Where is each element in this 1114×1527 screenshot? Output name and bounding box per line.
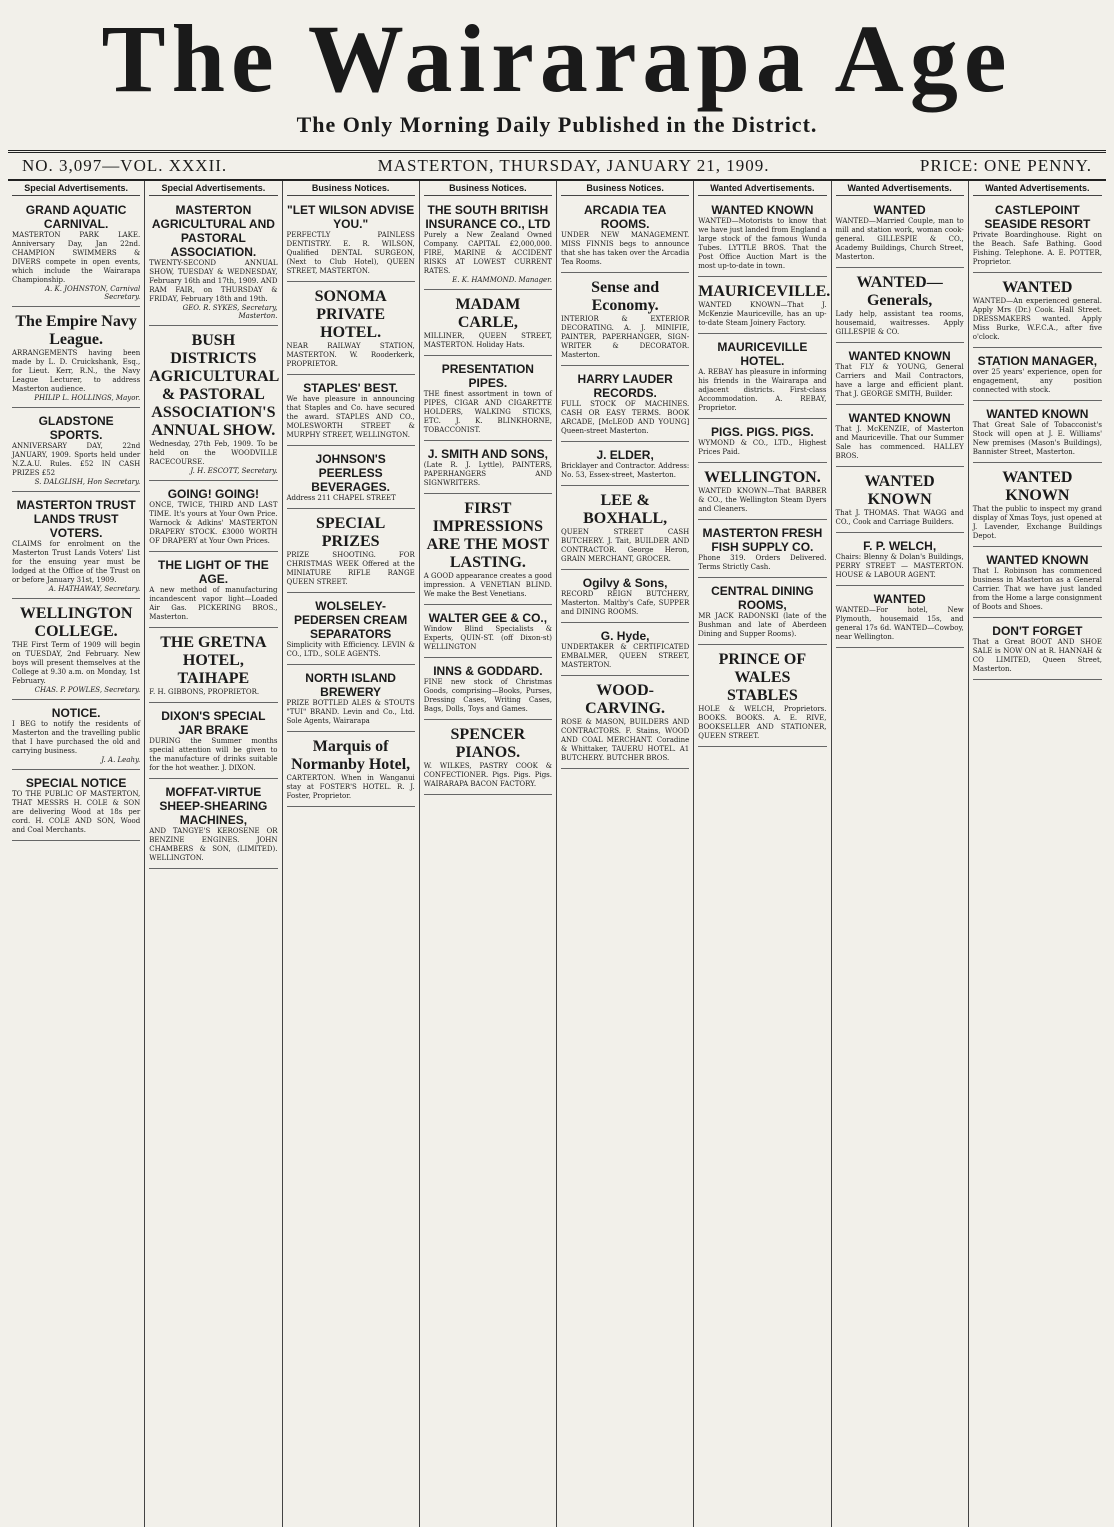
ad-signature: J. H. ESCOTT, Secretary. — [190, 467, 278, 475]
advertisement — [287, 200, 415, 282]
ad-heading: GOING! GOING! — [167, 487, 260, 501]
ad-body: WANTED—For hotel, New Plymouth, housemaid 15s, and general 17s 6d. WANTED—Cowboy, near Wellington. — [835, 606, 964, 641]
ad-heading: PRINCE OF WALES STABLES — [718, 651, 807, 704]
column-3 — [283, 181, 420, 1527]
ad-body: (Late R. J. Lyttle), PAINTERS, PAPERHANGERS AND SIGNWRITERS. — [423, 461, 552, 487]
column-1 — [8, 181, 145, 1527]
advertisement — [836, 536, 964, 586]
ad-body: QUEEN STREET CASH BUTCHERY. J. Tait, BUILDER AND CONTRACTOR. George Heron, GRAIN MERCHANT, GROCER. — [561, 528, 690, 563]
ad-heading: WANTED — [1002, 279, 1073, 296]
ad-signature: PHILIP L. HOLLINGS, Mayor. — [34, 394, 141, 402]
advertisement — [149, 555, 277, 628]
column-heading: Business Notices. — [424, 183, 552, 196]
ad-heading: LEE & BOXHALL, — [583, 492, 668, 527]
advertisement — [12, 495, 140, 599]
advertisement — [287, 596, 415, 665]
advertisement — [287, 378, 415, 446]
advertisement — [698, 337, 826, 419]
ad-heading: INNS & GODDARD. — [433, 664, 543, 678]
place-date: MASTERTON, THURSDAY, JANUARY 21, 1909. — [377, 156, 770, 175]
advertisement — [561, 489, 689, 570]
advertisement — [973, 351, 1102, 401]
ad-heading: WALTER GEE & CO., — [428, 611, 548, 625]
column-heading: Business Notices. — [287, 183, 415, 196]
ad-heading: DON'T FORGET — [992, 624, 1083, 638]
advertisement — [561, 626, 689, 676]
column-2 — [145, 181, 282, 1527]
advertisement — [12, 773, 140, 841]
ad-body: TWENTY-SECOND ANNUAL SHOW, TUESDAY & WEDNESDAY, February 16th and 17th, 1909. AND RAM FAIR, on THURSDAY & FRIDAY, February 18th and 19th. — [149, 259, 278, 303]
advertisement — [287, 285, 415, 375]
ad-body: WANTED—An experienced general. Apply Mrs (Dr.) Cook. Hall Street. DRESSMAKERS wanted. Apply Miss Burke, W.F.C.A., after five o'clock. — [972, 297, 1102, 341]
ad-heading: F. P. WELCH, — [863, 539, 937, 553]
issue-number: NO. 3,097—VOL. XXXII. — [22, 156, 228, 175]
advertisement — [698, 422, 826, 463]
ad-signature: CHAS. P. POWLES, Secretary. — [34, 686, 141, 694]
ad-body: FINE new stock of Christmas Goods, comprising—Books, Purses, Dressing Cases, Writing Cases, Bags, Dolls, Toys and Games. — [423, 678, 552, 713]
ad-heading: ARCADIA TEA ROOMS. — [584, 203, 667, 231]
column-heading: Special Advertisements. — [149, 183, 277, 196]
ad-signature: GEO. R. SYKES, Secretary, Masterton. — [182, 304, 278, 320]
ad-heading: MASTERTON TRUST LANDS TRUST VOTERS. — [16, 498, 136, 540]
newspaper-subtitle: The Only Morning Daily Published in the District. — [296, 112, 818, 137]
ad-heading: CASTLEPOINT SEASIDE RESORT — [984, 203, 1091, 231]
advertisement — [149, 706, 277, 779]
advertisement — [836, 346, 964, 405]
ad-heading: NORTH ISLAND BREWERY — [305, 671, 396, 699]
ad-heading: PRESENTATION PIPES. — [441, 362, 534, 390]
advertisement — [287, 735, 415, 807]
ad-heading: WANTED — [873, 203, 926, 217]
column-heading: Business Notices. — [561, 183, 689, 196]
ad-body: THE finest assortment in town of PIPES, CIGAR AND CIGARETTE HOLDERS, WALKING STICKS, ETC. J. K. BLINKHORNE, TOBACCONIST. — [423, 390, 552, 434]
ad-body: THE First Term of 1909 will begin on TUESDAY, 2nd February. New boys will present themselves at the College at 9.30 a.m. on Monday, 1st February. — [12, 641, 141, 685]
ad-heading: MASTERTON AGRICULTURAL AND PASTORAL ASSOCIATION. — [151, 203, 275, 259]
advertisement — [424, 444, 552, 494]
advertisement — [973, 276, 1102, 348]
ad-body: DURING the Summer months special attention will be given to the manufacture of drinks suitable for the hot weather. J. DIXON. — [149, 737, 278, 772]
advertisement — [973, 200, 1102, 273]
advertisement — [287, 512, 415, 593]
ad-body: PERFECTLY PAINLESS DENTISTRY. E. R. WILSON, Qualified DENTAL SURGEON, (Next to Club Hotel), QUEEN STREET, MASTERTON. — [286, 231, 415, 275]
advertisement — [698, 280, 831, 334]
ad-heading: MAURICEVILLE. — [698, 283, 831, 300]
advertisement — [561, 276, 689, 366]
ad-heading: G. Hyde, — [600, 629, 650, 643]
ad-heading: GRAND AQUATIC CARNIVAL. — [25, 203, 127, 231]
column-heading: Wanted Advertisements. — [973, 183, 1102, 196]
ad-heading: STAPLES' BEST. — [303, 381, 398, 395]
ad-heading: Ogilvy & Sons, — [582, 576, 668, 590]
ad-heading: PIGS. PIGS. PIGS. — [711, 425, 814, 439]
advertisement — [424, 723, 552, 795]
ad-heading: THE LIGHT OF THE AGE. — [158, 558, 269, 586]
column-heading: Special Advertisements. — [12, 183, 140, 196]
ad-body: MILLINER, QUEEN STREET, MASTERTON. Holiday Hats. — [423, 332, 552, 349]
ad-heading: WANTED KNOWN — [986, 407, 1089, 421]
advertisement — [424, 359, 552, 441]
ad-heading: WELLINGTON COLLEGE. — [19, 605, 133, 640]
ad-body: NEAR RAILWAY STATION, MASTERTON. W. Rooderkerk, PROPRIETOR. — [286, 342, 415, 368]
ad-heading: NOTICE. — [51, 706, 101, 720]
ad-signature: A. K. JOHNSTON, Carnival Secretary. — [44, 285, 141, 301]
ad-heading: WOOD-CARVING. — [585, 682, 666, 717]
ad-heading: CENTRAL DINING ROOMS, — [711, 584, 814, 612]
ad-body: MASTERTON PARK LAKE. Anniversary Day, Jan 22nd. CHAMPION SWIMMERS & DIVERS compete in open events, which include the Wairarapa Championship. — [12, 231, 141, 284]
dateline — [8, 153, 1106, 181]
advertisement — [561, 679, 689, 769]
ad-body: UNDERTAKER & CERTIFICATED EMBALMER, QUEEN STREET, MASTERTON. — [561, 643, 690, 669]
ad-body: AND TANGYE'S KEROSENE OR BENZINE ENGINES. JOHN CHAMBERS & SON, (LIMITED). WELLINGTON. — [149, 827, 278, 862]
ad-body: RECORD REIGN BUTCHERY, Masterton. Maltby's Cafe, SUPPER and DINING ROOMS. — [561, 590, 690, 616]
ad-heading: THE SOUTH BRITISH INSURANCE CO., LTD — [425, 203, 551, 231]
advertisement — [561, 200, 689, 273]
ad-body: PRIZE BOTTLED ALES & STOUTS "TUI" BRAND. Levin and Co., Ltd. Sole Agents, Wairarapa — [286, 699, 415, 725]
newspaper-title: The Wairarapa Age — [101, 5, 1013, 112]
column-6 — [694, 181, 831, 1527]
ad-heading: The Empire Navy League. — [15, 313, 137, 348]
advertisement — [698, 466, 826, 520]
advertisement — [424, 200, 552, 290]
ad-signature: J. A. Leahy. — [101, 756, 141, 764]
ad-body: That J. THOMAS. That WAGG and CO., Cook and Carriage Builders. — [835, 509, 964, 526]
ad-heading: Sense and Economy. — [591, 279, 660, 314]
advertisement — [12, 200, 140, 307]
ad-body: Lady help, assistant tea rooms, housemaid, waitresses. Apply GILLESPIE & CO. — [835, 310, 964, 336]
ad-heading: WANTED KNOWN — [848, 349, 951, 363]
price: PRICE: ONE PENNY. — [919, 156, 1092, 175]
ad-heading: Marquis of Normanby Hotel, — [291, 738, 411, 773]
ad-heading: "LET WILSON ADVISE YOU." — [287, 203, 415, 231]
advertisement — [424, 497, 552, 605]
ad-body: F. H. GIBBONS, PROPRIETOR. — [149, 688, 260, 696]
ad-body: WANTED KNOWN—That J. McKenzie Mauriceville, has an up-to-date Steam Joinery Factory. — [698, 301, 827, 327]
ad-heading: STATION MANAGER, — [977, 354, 1098, 368]
ad-body: We have pleasure in announcing that Staples and Co. have secured the award. STAPLES AND CO., MOLESWORTH STREET & MURPHY STREET, WELLINGTON. — [286, 395, 415, 439]
advertisement — [12, 310, 140, 408]
advertisement — [149, 329, 280, 481]
ad-body: HOLE & WELCH, Proprietors. BOOKS. BOOKS. A. E. RIVE, BOOKSELLER AND STATIONER, QUEEN STREET. — [698, 705, 827, 740]
advertisement — [698, 581, 826, 645]
ad-heading: BUSH DISTRICTS AGRICULTURAL & PASTORAL ASSOCIATION'S ANNUAL SHOW. — [149, 332, 280, 439]
ad-body: That the public to inspect my grand display of Xmas Toys, just opened at J. Lavender, Exchange Buildings Depot. — [972, 505, 1102, 540]
ad-body: A. REBAY has pleasure in informing his friends in the Wairarapa and adjacent districts. First-class Accommodation. A. REBAY, Proprietor. — [698, 368, 827, 412]
ad-heading: DIXON'S SPECIAL JAR BRAKE — [161, 709, 266, 737]
ad-heading: WANTED KNOWN — [848, 411, 951, 425]
advertisement — [424, 661, 552, 720]
ad-heading: SPENCER PIANOS. — [450, 726, 526, 761]
ad-heading: SPECIAL NOTICE — [25, 776, 127, 790]
advertisement — [149, 200, 277, 326]
advertisement — [149, 782, 277, 869]
advertisement — [698, 200, 826, 277]
ad-heading: WANTED KNOWN — [864, 473, 935, 508]
ad-body: That Great Sale of Tobacconist's Stock will open at J. E. Williams' New premises (Mason's Buildings), Bannister Street, Masterton. — [972, 421, 1102, 456]
ad-heading: WELLINGTON. — [704, 469, 821, 486]
ad-heading: JOHNSON'S PEERLESS BEVERAGES. — [311, 452, 390, 494]
column-heading: Wanted Advertisements. — [698, 183, 826, 196]
ad-body: Private Boardinghouse. Right on the Beach. Safe Bathing. Good Fishing. Telephone. A. E. POTTER, Proprietor. — [972, 231, 1102, 266]
advertisement — [836, 470, 964, 533]
advertisement — [12, 602, 140, 700]
ad-body: I BEG to notify the residents of Masterton and the travelling public that I have purchased the old and carrying business. — [12, 720, 141, 755]
ad-heading: SONOMA PRIVATE HOTEL. — [314, 288, 387, 341]
ad-heading: WANTED KNOWN — [711, 203, 814, 217]
ad-body: ONCE, TWICE, THIRD AND LAST TIME. It's yours at Your Own Price. Warnock & Adkins' MASTERTON DRAPERY STOCK. £3000 WORTH OF DRAPERY at Your Own Prices. — [149, 501, 278, 545]
ad-body: WYMOND & CO., LTD., Highest Prices Paid. — [698, 439, 827, 456]
ad-body: WANTED KNOWN—That BARBER & CO., the Wellington Steam Dyers and Cleaners. — [698, 487, 827, 513]
ad-heading: WANTED—Generals, — [856, 274, 943, 309]
advertisement — [973, 621, 1102, 680]
ad-body: over 25 years' experience, open for engagement, any position connected with stock. — [972, 368, 1102, 394]
ad-body: MR JACK RADONSKI (late of the Bushman and late of Aberdeen Dining and Supper Rooms). — [698, 612, 827, 638]
ad-body: That J. McKENZIE, of Masterton and Mauriceville. That our Summer Sale has commenced. HALLEY BROS. — [835, 425, 964, 460]
ad-heading: WANTED KNOWN — [1002, 469, 1073, 504]
ad-heading: FIRST IMPRESSIONS ARE THE MOST LASTING. — [426, 500, 550, 571]
advertisement — [287, 668, 415, 732]
advertisement — [561, 445, 689, 486]
ad-body: Chairs: Blenny & Dolan's Buildings, PERRY STREET — MASTERTON. HOUSE & LABOUR AGENT. — [835, 553, 964, 579]
advertisement — [149, 484, 277, 552]
ad-heading: THE GRETNA HOTEL, TAIHAPE — [160, 634, 267, 687]
column-8 — [969, 181, 1106, 1527]
ad-body: W. WILKES, PASTRY COOK & CONFECTIONER. Pigs. Pigs. Pigs. WAIRARAPA BACON FACTORY. — [423, 762, 552, 788]
column-4 — [420, 181, 557, 1527]
ad-body: ARRANGEMENTS having been made by L. D. Cruickshank, Esq., for Lieut. Kerr, R.N., the Navy League Lecturer, to address Masterton audience. — [12, 349, 141, 393]
ad-heading: HARRY LAUDER RECORDS. — [577, 372, 673, 400]
columns — [8, 181, 1106, 1527]
ad-signature: S. DALGLISH, Hon Secretary. — [34, 478, 141, 486]
advertisement — [836, 271, 964, 343]
ad-heading: MOFFAT-VIRTUE SHEEP-SHEARING MACHINES, — [159, 785, 268, 827]
ad-body: That a Great BOOT AND SHOE SALE is NOW ON at R. HANNAH & CO LIMITED, Queen Street, Masterton. — [972, 638, 1102, 673]
ad-heading: MAURICEVILLE HOTEL. — [717, 340, 808, 368]
ad-signature: A. HATHAWAY, Secretary. — [48, 585, 141, 593]
ad-body: Phone 319. Orders Delivered. Terms Strictly Cash. — [698, 554, 827, 571]
advertisement — [698, 523, 826, 578]
ad-signature: E. K. HAMMOND. Manager. — [452, 276, 552, 284]
ad-body: Simplicity with Efficiency. LEVIN & CO., LTD., SOLE AGENTS. — [286, 641, 415, 658]
ad-body: INTERIOR & EXTERIOR DECORATING. A. J. MINIFIE, PAINTER, PAPERHANGER, SIGN-WRITER & DECORATOR. Masterton. — [561, 315, 690, 359]
advertisement — [287, 449, 415, 509]
ad-body: UNDER NEW MANAGEMENT. MISS FINNIS begs to announce that she has taken over the Arcadia Tea Rooms. — [561, 231, 690, 266]
ad-body: CLAIMS for enrolment on the Masterton Trust Lands Voters' List for the ensuing year must be lodged at the Office of the Trust on or before January 31st, 1909. — [12, 540, 141, 584]
ad-heading: MADAM CARLE, — [455, 296, 521, 331]
column-7 — [832, 181, 969, 1527]
advertisement — [12, 411, 140, 492]
advertisement — [12, 703, 140, 770]
advertisement — [561, 573, 689, 623]
ad-heading: GLADSTONE SPORTS. — [38, 414, 114, 442]
ad-body: WANTED—Married Couple, man to mill and station work, woman cook-general. GILLESPIE & CO., Academy Buildings, Church Street, Masterton. — [835, 217, 964, 261]
ad-body: Wednesday, 27th Feb, 1909. To be held on the WOODVILLE RACECOURSE. — [149, 440, 278, 466]
ad-heading: WOLSELEY-PEDERSEN CREAM SEPARATORS — [293, 599, 408, 641]
ad-body: A GOOD appearance creates a good impression. A VENETIAN BLIND. We make the Best Venetians. — [423, 572, 552, 598]
advertisement — [836, 589, 964, 648]
ad-heading: WANTED — [873, 592, 926, 606]
ad-heading: J. SMITH AND SONS, — [427, 447, 548, 461]
masthead — [0, 0, 1114, 150]
ad-heading: MASTERTON FRESH FISH SUPPLY CO. — [702, 526, 823, 554]
advertisement — [424, 293, 552, 356]
advertisement — [973, 550, 1102, 618]
ad-body: That I. Robinson has commenced business in Masterton as a General Carrier. That we have just landed from the Home a large consignment of Boots and Shoes. — [972, 567, 1102, 611]
advertisement — [149, 631, 277, 703]
ad-heading: WANTED KNOWN — [986, 553, 1089, 567]
advertisement — [973, 404, 1102, 463]
ad-body: WANTED—Motorists to know that we have just landed from England a large stock of the famous Wunda Tubes. LYTTLE BROS. That the Post Office Auction Mart is the most up-to-date in town. — [698, 217, 827, 270]
ad-body: TO THE PUBLIC OF MASTERTON, THAT MESSRS H. COLE & SON are delivering Wood at 18s per cord. H. COLE AND SON, Wood and Coal Merchants. — [12, 790, 141, 834]
column-heading: Wanted Advertisements. — [836, 183, 964, 196]
column-5 — [557, 181, 694, 1527]
ad-body: ROSE & MASON, BUILDERS AND CONTRACTORS. F. Stains, WOOD AND COAL MERCHANT. Coradine & Whittaker, TAUERU HOTEL. A1 BUTCHERY. BUTCHER BROS. — [561, 718, 690, 762]
ad-body: Purely a New Zealand Owned Company. CAPITAL £2,000,000. FIRE, MARINE & ACCIDENT RISKS AT LOWEST CURRENT RATES. — [423, 231, 552, 275]
advertisement — [698, 648, 826, 747]
advertisement — [836, 408, 964, 467]
ad-heading: SPECIAL PRIZES — [315, 515, 386, 550]
ad-heading: J. ELDER, — [596, 448, 654, 462]
ad-body: Address 211 CHAPEL STREET — [286, 494, 396, 502]
ad-body: PRIZE SHOOTING. FOR CHRISTMAS WEEK Offered at the MINIATURE RIFLE RANGE QUEEN STREET. — [286, 551, 415, 586]
ad-body: That FLY & YOUNG, General Carriers and Mail Contractors, have a large and efficient plant. That J. GEORGE SMITH, Builder. — [835, 363, 964, 398]
ad-body: Bricklayer and Contractor. Address: No. 53, Essex-street, Masterton. — [561, 462, 690, 479]
advertisement — [973, 466, 1102, 547]
ad-body: Window Blind Specialists & Experts, QUIN-ST. (off Dixon-st) WELLINGTON — [423, 625, 552, 651]
advertisement — [424, 608, 552, 658]
ad-body: ANNIVERSARY DAY, 22nd JANUARY, 1909. Sports held under N.Z.A.U. Rules. £52 IN CASH PRIZES £52 — [12, 442, 141, 477]
ad-body: A new method of manufacturing incandescent vapor light—Loaded Air Gas. PICKERING BROS., Masterton. — [149, 586, 278, 621]
ad-body: FULL STOCK OF MACHINES. CASH OR EASY TERMS. BOOK ARCADE, [McLEOD AND YOUNG] Queen-street Masterton. — [561, 400, 690, 435]
advertisement — [561, 369, 689, 442]
ad-body: CARTERTON. When in Wanganui stay at FOSTER'S HOTEL. R. J. Foster, Proprietor. — [286, 774, 415, 800]
advertisement — [836, 200, 964, 268]
